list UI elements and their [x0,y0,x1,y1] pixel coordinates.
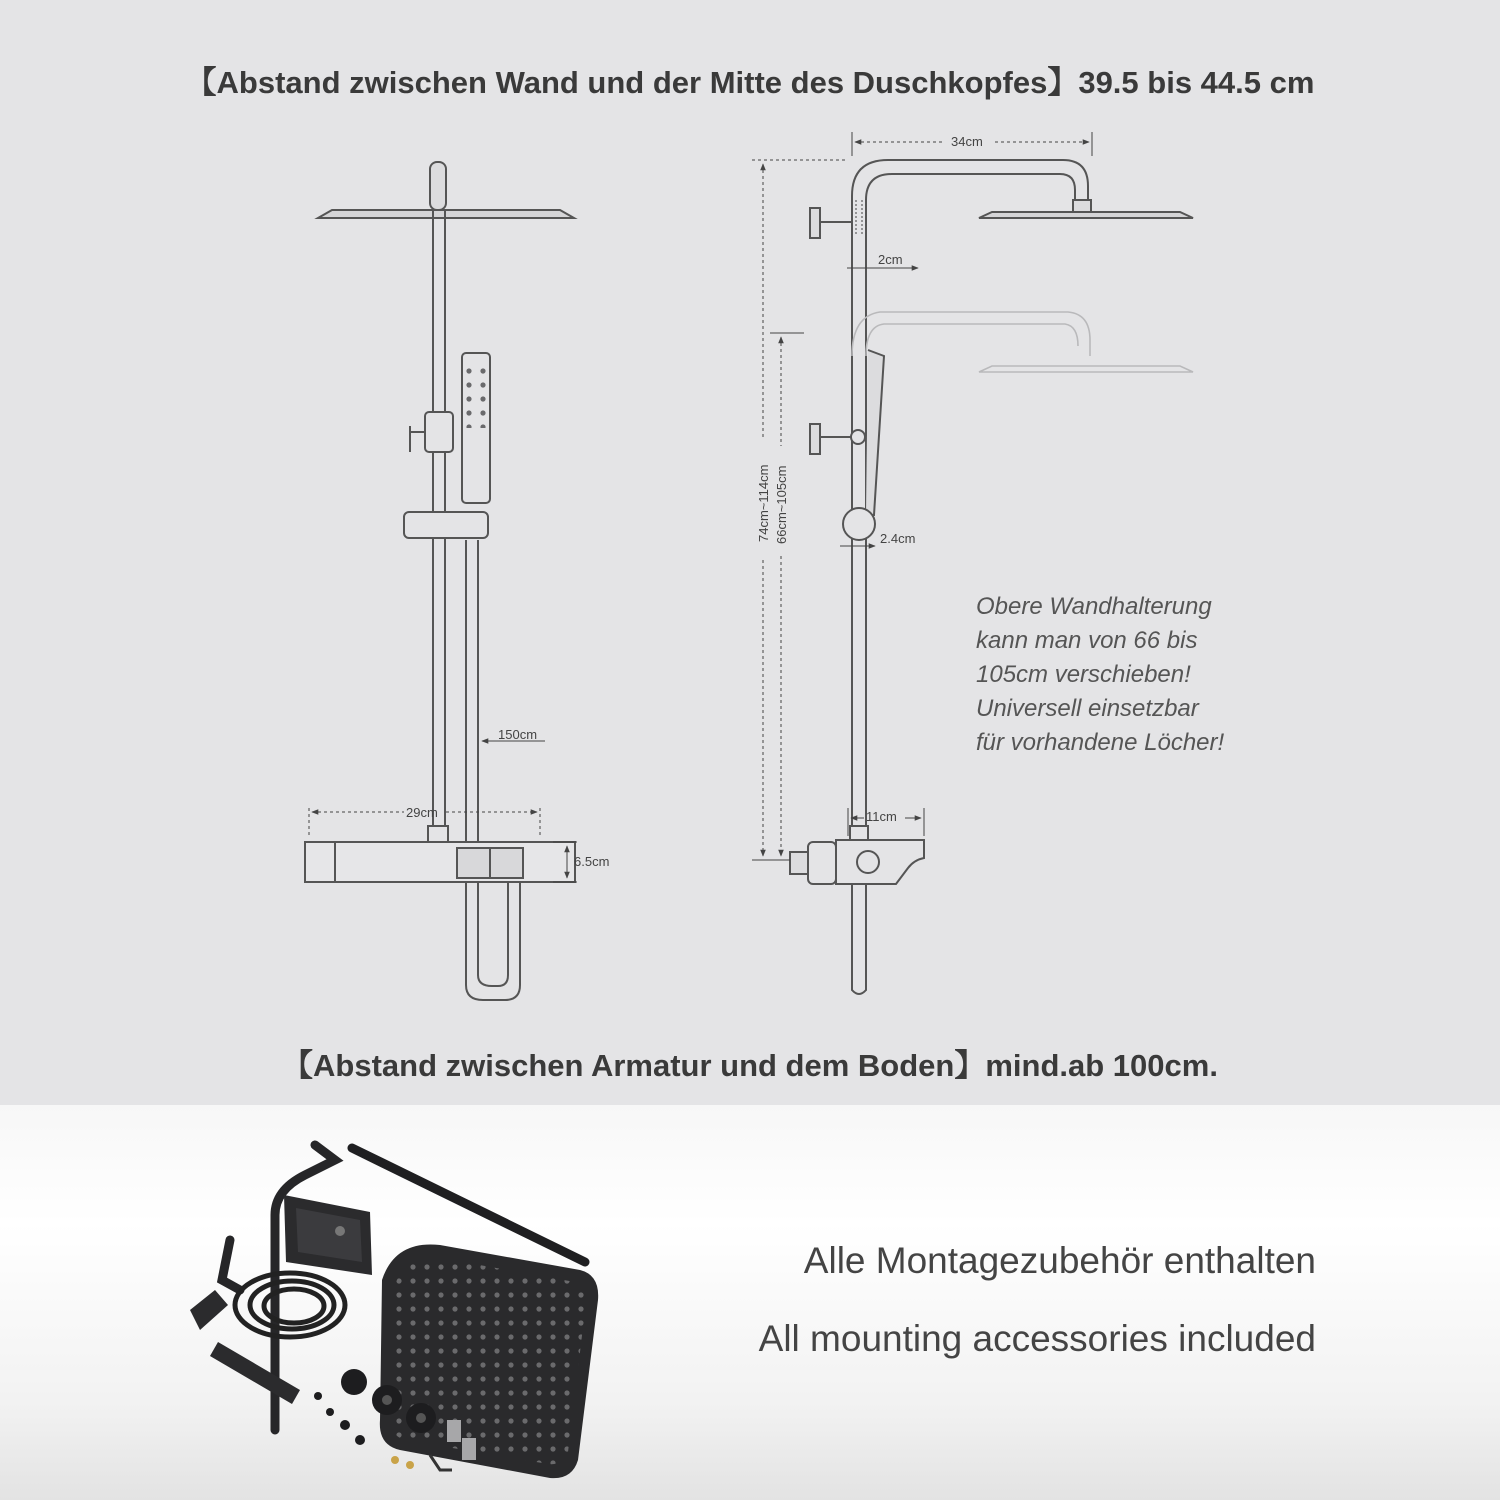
mixer-height-label: 6.5cm [574,854,610,869]
arm-length-label: 34cm [951,134,983,149]
side-inlet-nut [790,852,808,874]
note-line: 105cm verschieben! [976,661,1191,688]
note-line: Universell einsetzbar [976,695,1199,722]
side-head-joint [1073,200,1091,212]
accessory-short-arm [222,1240,240,1290]
front-hand-shower-spray [466,364,486,428]
front-mixer-outlet [428,826,448,842]
side-upper-bracket-plate [810,208,820,238]
side-ghost-arm-inner [866,324,1078,356]
accessory-slide-rod [352,1148,585,1262]
front-wall-bracket [425,412,453,452]
note-line: kann man von 66 bis [976,627,1198,654]
bar-diameter-label: 2.4cm [880,531,916,546]
front-bracket-knob [410,426,425,452]
accessories-text-en: All mounting accessories included [758,1318,1316,1359]
note-line: für vorhandene Löcher! [976,729,1225,756]
side-ghost-head [979,366,1193,372]
accessory-connector-2 [462,1438,476,1460]
bracket-note [976,590,1306,760]
front-slider-holder [404,512,488,538]
side-lower-bracket-plate [810,424,820,454]
accessory-flange-1 [341,1369,367,1395]
front-view [305,162,575,1000]
accessories-illustration [190,1145,598,1478]
height-adjust-label: 66cm~105cm [774,465,789,544]
side-bracket-screw [851,430,865,444]
front-hose [466,540,520,1000]
accessory-mixer-button [335,1226,345,1236]
floor-distance-headline: 【Abstand zwischen Armatur und dem Boden】mind.ab 100cm. [282,1048,1218,1083]
mixer-width-label: 29cm [406,805,438,820]
side-slider-ball [843,508,875,540]
side-mixer-outlet [850,826,868,840]
accessories-text-de: Alle Montagezubehör enthalten [803,1240,1316,1281]
note-line: Obere Wandhalterung [976,593,1212,620]
accessory-diverter [190,1290,228,1330]
front-top-cap [430,162,446,210]
side-ghost-arm [852,312,1090,356]
side-hose [852,884,866,994]
front-hose-inner [478,540,508,986]
accessory-hand-shower [210,1342,300,1404]
side-shower-head [979,212,1193,218]
height-total-label: 74cm~114cm [756,464,771,542]
side-inlet [808,842,836,884]
side-view [790,160,1193,994]
accessory-connector-1 [447,1420,461,1442]
wall-gap-label: 2cm [878,252,903,267]
hose-length-label: 150cm [498,727,538,742]
front-mixer-body [305,842,575,882]
side-hand-shower [866,350,884,515]
mixer-depth-label: 11cm [866,809,897,824]
wall-distance-headline: 【Abstand zwischen Wand und der Mitte des Duschkopfes】39.5 bis 44.5 cm [185,65,1315,100]
